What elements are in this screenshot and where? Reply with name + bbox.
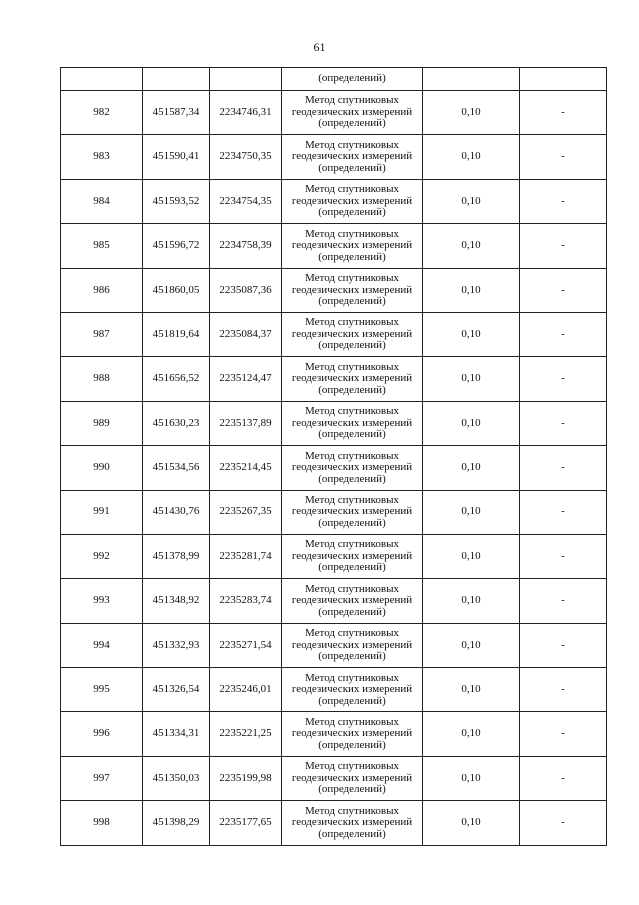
method-line: Метод спутниковых — [305, 804, 399, 817]
method-cell — [282, 357, 423, 401]
y-cell: 2235246,01 — [210, 668, 282, 712]
method-line: Метод спутниковых — [305, 671, 399, 684]
accuracy-cell: 0,10 — [423, 179, 520, 223]
method-line: (определений) — [318, 650, 386, 663]
method-line: геодезических измерений — [291, 239, 413, 252]
note-cell: - — [520, 712, 607, 756]
note-cell: - — [520, 579, 607, 623]
table-row — [61, 446, 607, 490]
method-line: геодезических измерений — [291, 105, 413, 118]
method-cell — [282, 712, 423, 756]
method-cell — [282, 490, 423, 534]
method-cell — [282, 668, 423, 712]
note-cell: - — [520, 446, 607, 490]
x-cell: 451350,03 — [143, 756, 210, 800]
accuracy-cell: 0,10 — [423, 623, 520, 667]
point-cell: 983 — [61, 135, 143, 179]
method-line: (определений) — [318, 516, 386, 529]
method-line: (определений) — [318, 472, 386, 485]
x-cell: 451348,92 — [143, 579, 210, 623]
table-row — [61, 490, 607, 534]
x-cell: 451596,72 — [143, 224, 210, 268]
method-line: геодезических измерений — [291, 638, 413, 651]
method-line: геодезических измерений — [291, 461, 413, 474]
table-row — [61, 179, 607, 223]
accuracy-cell: 0,10 — [423, 312, 520, 356]
method-cell: (определений) — [282, 68, 423, 91]
point-cell: 988 — [61, 357, 143, 401]
note-cell: - — [520, 801, 607, 845]
y-cell: 2235137,89 — [210, 401, 282, 445]
method-line: (определений) — [318, 783, 386, 796]
method-line: геодезических измерений — [291, 372, 413, 385]
table-row — [61, 357, 607, 401]
y-cell: 2234750,35 — [210, 135, 282, 179]
point-cell: 998 — [61, 801, 143, 845]
accuracy-cell: 0,10 — [423, 579, 520, 623]
method-cell — [282, 91, 423, 135]
table-body — [61, 68, 607, 846]
method-line: геодезических измерений — [291, 594, 413, 607]
accuracy-cell: 0,10 — [423, 712, 520, 756]
point-cell: 982 — [61, 91, 143, 135]
method-cell — [282, 312, 423, 356]
y-cell: 2234754,35 — [210, 179, 282, 223]
coordinates-table — [60, 67, 607, 846]
method-line: геодезических измерений — [291, 683, 413, 696]
x-cell: 451860,05 — [143, 268, 210, 312]
accuracy-cell: 0,10 — [423, 490, 520, 534]
method-cell — [282, 224, 423, 268]
note-cell: - — [520, 534, 607, 578]
table-row — [61, 401, 607, 445]
note-cell: - — [520, 357, 607, 401]
x-cell: 451334,31 — [143, 712, 210, 756]
x-cell: 451819,64 — [143, 312, 210, 356]
method-line: Метод спутниковых — [305, 627, 399, 640]
point-cell: 987 — [61, 312, 143, 356]
method-line: Метод спутниковых — [305, 94, 399, 107]
note-cell: - — [520, 401, 607, 445]
method-line: (определений) — [318, 117, 386, 130]
x-cell: 451398,29 — [143, 801, 210, 845]
note-cell: - — [520, 490, 607, 534]
x-cell: 451378,99 — [143, 534, 210, 578]
method-line: Метод спутниковых — [305, 493, 399, 506]
point-cell: 994 — [61, 623, 143, 667]
accuracy-cell: 0,10 — [423, 357, 520, 401]
method-line: Метод спутниковых — [305, 538, 399, 551]
accuracy-cell: 0,10 — [423, 801, 520, 845]
method-line: (определений) — [318, 383, 386, 396]
note-cell: - — [520, 179, 607, 223]
method-line: геодезических измерений — [291, 283, 413, 296]
method-line: (определений) — [318, 250, 386, 263]
method-line: геодезических измерений — [291, 416, 413, 429]
y-cell: 2234746,31 — [210, 91, 282, 135]
accuracy-cell: 0,10 — [423, 401, 520, 445]
y-cell: 2234758,39 — [210, 224, 282, 268]
accuracy-cell: 0,10 — [423, 268, 520, 312]
method-line: (определений) — [318, 428, 386, 441]
method-cell — [282, 623, 423, 667]
method-line: Метод спутниковых — [305, 227, 399, 240]
method-line: (определений) — [318, 339, 386, 352]
method-line: (определений) — [318, 161, 386, 174]
y-cell: 2235087,36 — [210, 268, 282, 312]
accuracy-cell: 0,10 — [423, 446, 520, 490]
table-row — [61, 91, 607, 135]
method-line: Метод спутниковых — [305, 405, 399, 418]
x-cell: 451430,76 — [143, 490, 210, 534]
accuracy-cell: 0,10 — [423, 668, 520, 712]
point-cell: 993 — [61, 579, 143, 623]
y-cell: 2235221,25 — [210, 712, 282, 756]
y-cell: 2235084,37 — [210, 312, 282, 356]
note-cell: - — [520, 756, 607, 800]
table-row — [61, 268, 607, 312]
method-cell — [282, 579, 423, 623]
method-line: геодезических измерений — [291, 194, 413, 207]
method-line: геодезических измерений — [291, 327, 413, 340]
point-cell: 997 — [61, 756, 143, 800]
point-cell: 986 — [61, 268, 143, 312]
method-cell — [282, 179, 423, 223]
note-cell: - — [520, 135, 607, 179]
note-cell: - — [520, 224, 607, 268]
y-cell — [210, 68, 282, 91]
method-line: геодезических измерений — [291, 505, 413, 518]
point-cell — [61, 68, 143, 91]
method-line: Метод спутниковых — [305, 316, 399, 329]
method-line: Метод спутниковых — [305, 183, 399, 196]
continued-row — [61, 68, 607, 91]
method-line: (определений) — [318, 295, 386, 307]
y-cell: 2235267,35 — [210, 490, 282, 534]
method-line: (определений) — [318, 738, 386, 751]
method-cell — [282, 801, 423, 845]
page-number: 61 — [313, 40, 326, 54]
table-row — [61, 668, 607, 712]
point-cell: 995 — [61, 668, 143, 712]
method-line: (определений) — [318, 694, 386, 707]
method-line: Метод спутниковых — [305, 715, 399, 728]
table-row — [61, 712, 607, 756]
x-cell: 451590,41 — [143, 135, 210, 179]
method-line: (определений) — [318, 206, 386, 219]
table-row — [61, 224, 607, 268]
method-line: геодезических измерений — [291, 727, 413, 740]
method-line: Метод спутниковых — [305, 272, 399, 284]
y-cell: 2235281,74 — [210, 534, 282, 578]
y-cell: 2235177,65 — [210, 801, 282, 845]
method-line: Метод спутниковых — [305, 760, 399, 773]
note-cell — [520, 68, 607, 91]
y-cell: 2235271,54 — [210, 623, 282, 667]
method-line: геодезических измерений — [291, 549, 413, 562]
accuracy-cell: 0,10 — [423, 91, 520, 135]
method-line: (определений) — [318, 827, 386, 840]
point-cell: 985 — [61, 224, 143, 268]
point-cell: 991 — [61, 490, 143, 534]
y-cell: 2235283,74 — [210, 579, 282, 623]
method-cell — [282, 401, 423, 445]
accuracy-cell: 0,10 — [423, 756, 520, 800]
method-line: геодезических измерений — [291, 150, 413, 163]
x-cell: 451534,56 — [143, 446, 210, 490]
accuracy-cell: 0,10 — [423, 135, 520, 179]
point-cell: 996 — [61, 712, 143, 756]
accuracy-cell: 0,10 — [423, 534, 520, 578]
method-line: (определений) — [318, 561, 386, 574]
method-cell — [282, 268, 423, 312]
method-line: геодезических измерений — [291, 771, 413, 784]
point-cell: 989 — [61, 401, 143, 445]
method-cell — [282, 756, 423, 800]
y-cell: 2235124,47 — [210, 357, 282, 401]
method-line: Метод спутниковых — [305, 582, 399, 595]
y-cell: 2235214,45 — [210, 446, 282, 490]
table-row — [61, 312, 607, 356]
table-row — [61, 623, 607, 667]
x-cell — [143, 68, 210, 91]
accuracy-cell — [423, 68, 520, 91]
y-cell: 2235199,98 — [210, 756, 282, 800]
x-cell: 451587,34 — [143, 91, 210, 135]
note-cell: - — [520, 668, 607, 712]
method-cell — [282, 135, 423, 179]
x-cell: 451593,52 — [143, 179, 210, 223]
method-line: Метод спутниковых — [305, 449, 399, 462]
note-cell: - — [520, 268, 607, 312]
method-cell — [282, 534, 423, 578]
table-row — [61, 756, 607, 800]
x-cell: 451326,54 — [143, 668, 210, 712]
table-row — [61, 534, 607, 578]
point-cell: 990 — [61, 446, 143, 490]
x-cell: 451630,23 — [143, 401, 210, 445]
x-cell: 451332,93 — [143, 623, 210, 667]
point-cell: 984 — [61, 179, 143, 223]
method-line: геодезических измерений — [291, 816, 413, 829]
table-row — [61, 135, 607, 179]
table-row — [61, 801, 607, 845]
note-cell: - — [520, 91, 607, 135]
method-line: Метод спутниковых — [305, 138, 399, 151]
x-cell: 451656,52 — [143, 357, 210, 401]
accuracy-cell: 0,10 — [423, 224, 520, 268]
table-row — [61, 579, 607, 623]
method-line: (определений) — [318, 605, 386, 618]
method-line: Метод спутниковых — [305, 360, 399, 373]
note-cell: - — [520, 312, 607, 356]
note-cell: - — [520, 623, 607, 667]
method-cell — [282, 446, 423, 490]
point-cell: 992 — [61, 534, 143, 578]
